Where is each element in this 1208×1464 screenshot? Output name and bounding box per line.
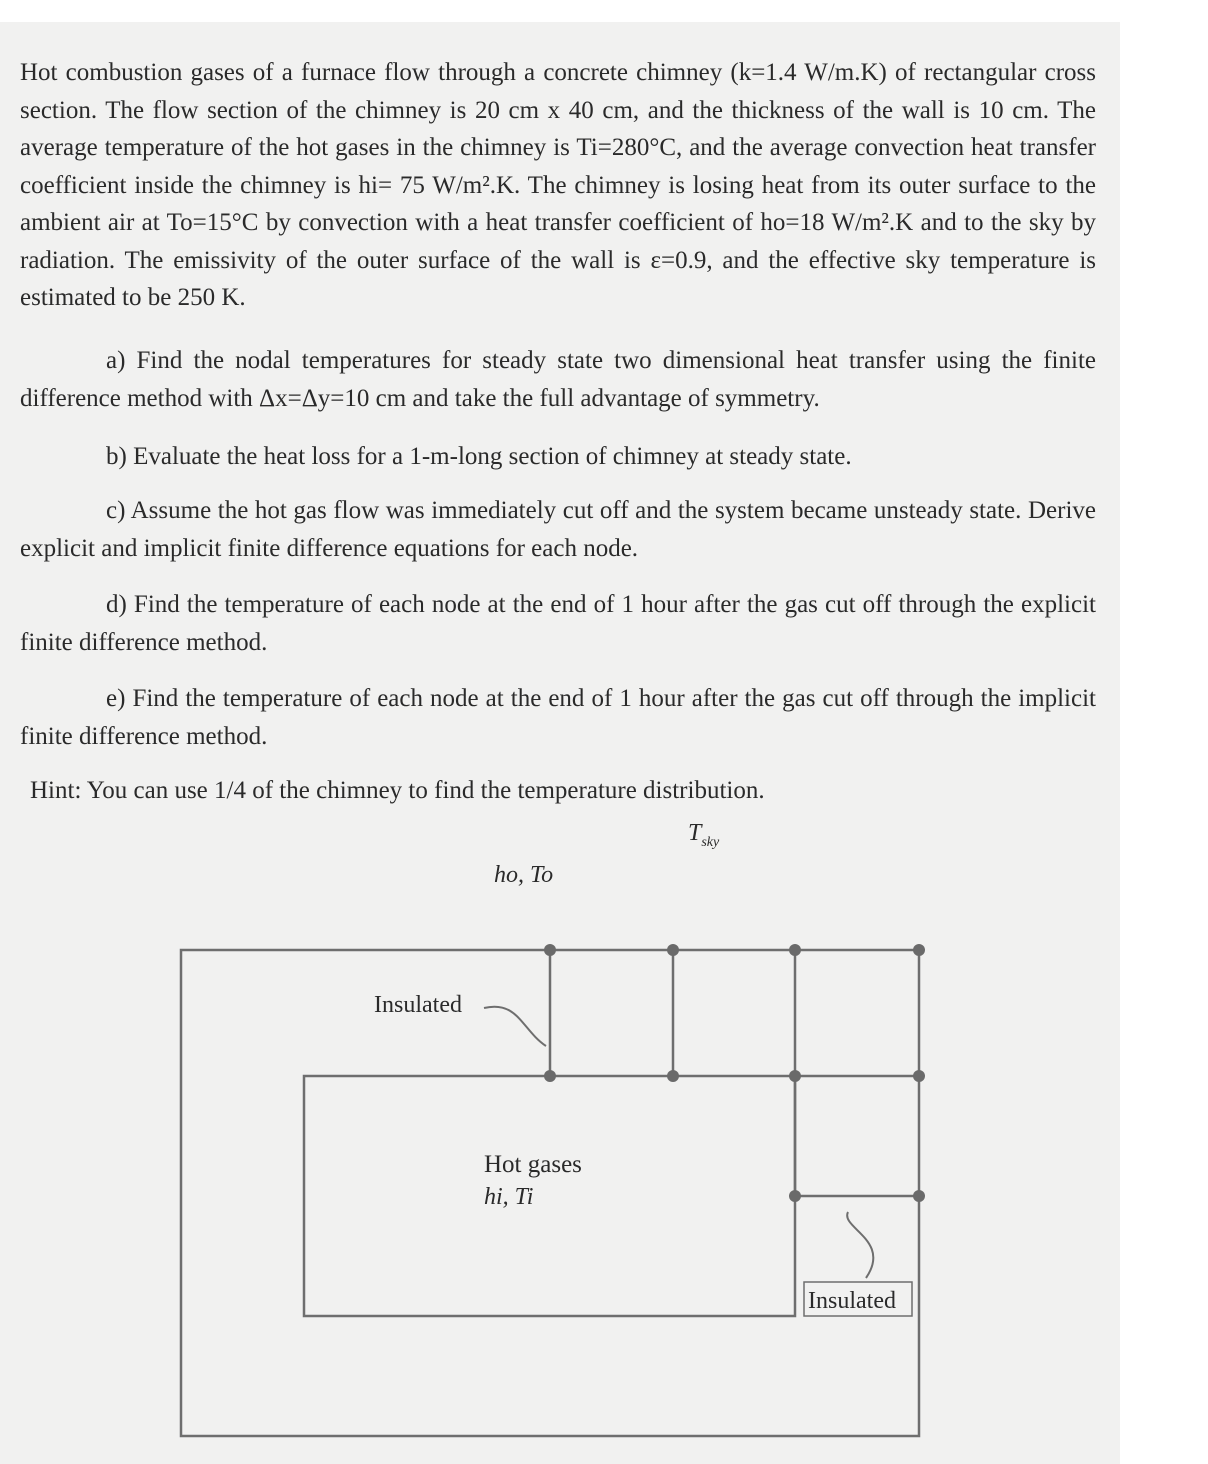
part-b: b) Evaluate the heat loss for a 1-m-long section of chimney at steady state.: [106, 443, 852, 470]
part-d: d) Find the temperature of each node at the end of 1 hour after the gas cut off through the explicit finite difference method.: [20, 591, 1096, 656]
node: [544, 944, 556, 956]
node: [667, 944, 679, 956]
problem-sheet: [0, 22, 1120, 1464]
hot-gases-label: Hot gases: [484, 1151, 582, 1178]
flow-section-outline: [304, 1076, 795, 1316]
node: [913, 1070, 925, 1082]
insulated-bottom-label: Insulated: [808, 1288, 896, 1314]
insulated-top-leader: [484, 1007, 546, 1046]
insulated-bottom-leader: [847, 1212, 873, 1278]
grid-lines: [550, 950, 919, 1196]
node: [544, 1070, 556, 1082]
node: [789, 1070, 801, 1082]
problem-statement: Hot combustion gases of a furnace flow through a concrete chimney (k=1.4 W/m.K) of rectangular cross section. The flow section of the chimney is 20 cm x 40 cm, and the thickness of the wall is 10 cm. The average temperature of the hot gases in the chimney is Ti=280°C, and the average convection heat transfer coefficient inside the chimney is hi= 75 W/m².K. The chimney is losing heat from its outer surface to the ambient air at To=15°C by convection with a heat transfer coefficient of ho=18 W/m².K and to the sky by radiation. The emissivity of the outer surface of the wall is ε=0.9, and the effective sky temperature is estimated to be 250 K.: [20, 59, 1096, 311]
node: [667, 1070, 679, 1082]
hi-ti-label: hi, Ti: [484, 1184, 534, 1210]
chimney-quarter-diagram: [0, 22, 1120, 1464]
ho-to-label: ho, To: [494, 862, 554, 888]
hint: Hint: You can use 1/4 of the chimney to find the temperature distribution.: [30, 777, 765, 804]
node: [913, 1190, 925, 1202]
node: [789, 944, 801, 956]
insulated-top-label: Insulated: [374, 992, 462, 1018]
node: [913, 944, 925, 956]
part-c: c) Assume the hot gas flow was immediately cut off and the system became unsteady state. Derive explicit and implicit finite difference equations for each node.: [20, 497, 1096, 562]
node: [789, 1190, 801, 1202]
part-a: a) Find the nodal temperatures for steady state two dimensional heat transfer using the finite difference method with Δx=Δy=10 cm and take the full advantage of symmetry.: [20, 347, 1096, 412]
nodes: [544, 944, 925, 1202]
t-sky-label: $T_{sky}$: [688, 820, 720, 850]
part-e: e) Find the temperature of each node at the end of 1 hour after the gas cut off through the implicit finite difference method.: [20, 685, 1096, 750]
